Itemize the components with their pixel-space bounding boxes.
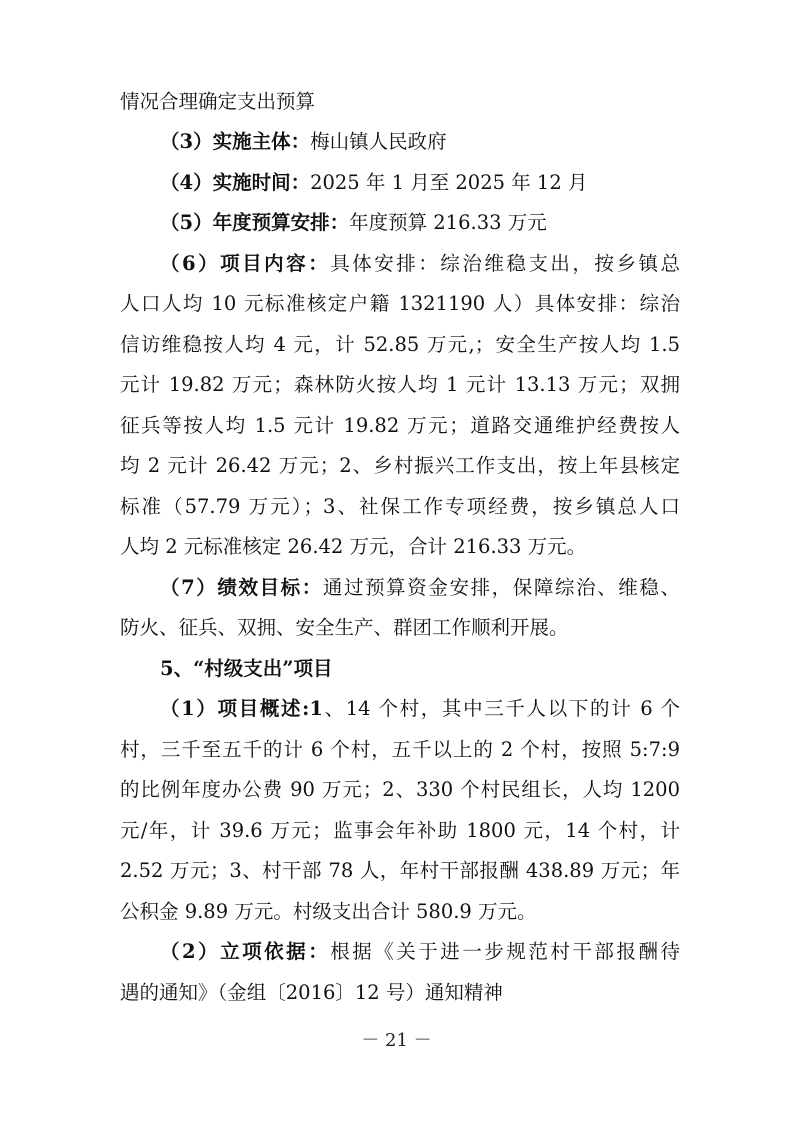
- text-line: （1）项目概述:1、14 个村，其中三千人以下的计 6 个: [160, 697, 680, 720]
- text-line: 元/年，计 39.6 万元；监事会年补助 1800 元，14 个村，计: [120, 819, 680, 842]
- text-line: 2.52 万元；3、村干部 78 人，年村干部报酬 438.89 万元；年: [120, 859, 680, 882]
- text-line: （6）项目内容：具体安排：综治维稳支出，按乡镇总: [160, 252, 680, 275]
- text-line: （2）立项依据：根据《关于进一步规范村干部报酬待: [160, 940, 680, 963]
- text-line: 均 2 元计 26.42 万元；2、乡村振兴工作支出，按上年县核定: [120, 454, 680, 477]
- page-number: － 21 －: [361, 1030, 432, 1051]
- text-line: 的比例年度办公费 90 万元；2、330 个村民组长，人均 1200: [120, 778, 680, 801]
- text-line: 情况合理确定支出预算: [120, 90, 316, 113]
- text-line: 村，三千至五千的计 6 个村，五千以上的 2 个村，按照 5:7:9: [120, 738, 680, 761]
- text-line: 遇的通知》（金组〔2016〕12 号）通知精神: [120, 981, 503, 1004]
- text-line: 人口人均 10 元标准核定户籍 1321190 人）具体安排：综治: [120, 292, 680, 315]
- text-line: 元计 19.82 万元；森林防火按人均 1 元计 13.13 万元；双拥: [120, 373, 680, 396]
- section-heading: 5、“村级支出”项目: [160, 657, 333, 680]
- text-line: （3）实施主体：梅山镇人民政府: [160, 130, 447, 153]
- text-line: 公积金 9.89 万元。村级支出合计 580.9 万元。: [120, 900, 537, 923]
- text-line: 征兵等按人均 1.5 元计 19.82 万元；道路交通维护经费按人: [120, 414, 680, 437]
- text-line: （4）实施时间：2025 年 1 月至 2025 年 12 月: [160, 171, 588, 194]
- text-line: 人均 2 元标准核定 26.42 万元，合计 216.33 万元。: [120, 535, 587, 558]
- text-line: （5）年度预算安排：年度预算 216.33 万元: [160, 211, 547, 234]
- text-line: 信访维稳按人均 4 元，计 52.85 万元,；安全生产按人均 1.5: [120, 333, 680, 356]
- text-line: 标准（57.79 万元）；3、社保工作专项经费，按乡镇总人口: [120, 495, 680, 518]
- text-line: 防火、征兵、双拥、安全生产、群团工作顺利开展。: [120, 616, 569, 639]
- text-line: （7）绩效目标：通过预算资金安排，保障综治、维稳、: [160, 576, 680, 599]
